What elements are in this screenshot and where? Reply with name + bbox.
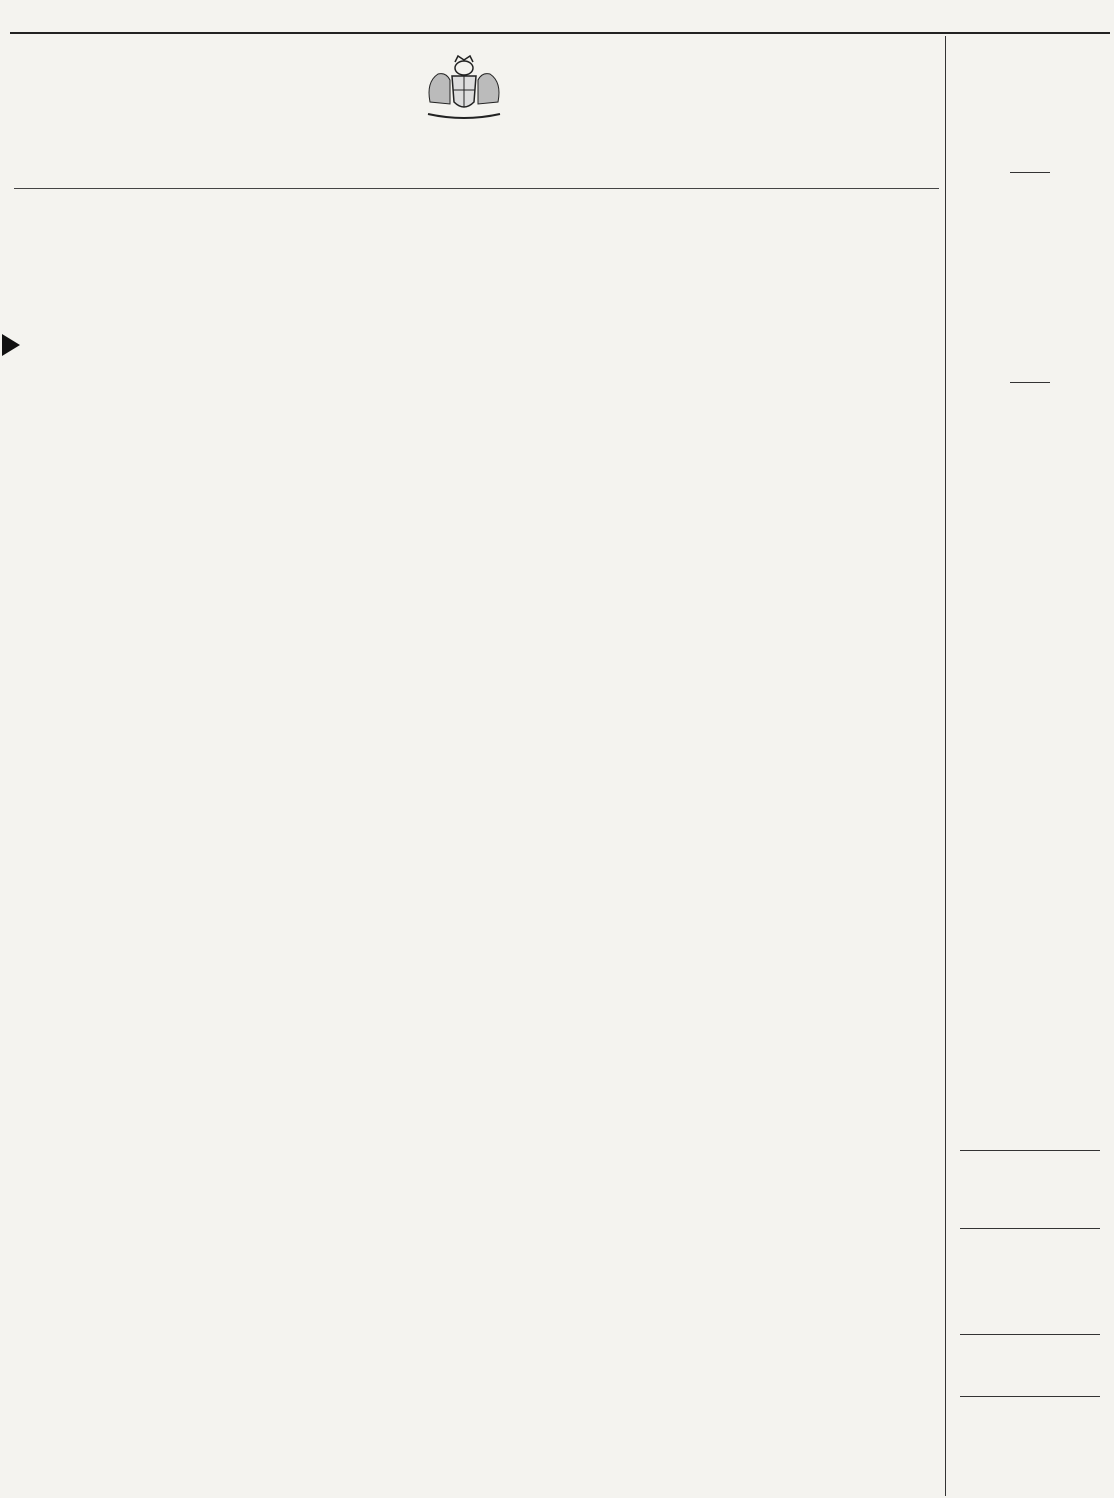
royal-coat-of-arms-icon — [420, 52, 508, 122]
section-rule — [14, 188, 939, 189]
masthead-rule — [10, 32, 1110, 34]
ad-divider-5 — [960, 1334, 1100, 1335]
pointer-arrow-icon — [0, 332, 22, 358]
ad-divider-6 — [960, 1396, 1100, 1397]
column-rule — [945, 36, 946, 1496]
ad-divider-3 — [960, 1150, 1100, 1151]
ad-divider-4 — [960, 1228, 1100, 1229]
ad-divider-2 — [1010, 382, 1050, 383]
ad-divider — [1010, 172, 1050, 173]
